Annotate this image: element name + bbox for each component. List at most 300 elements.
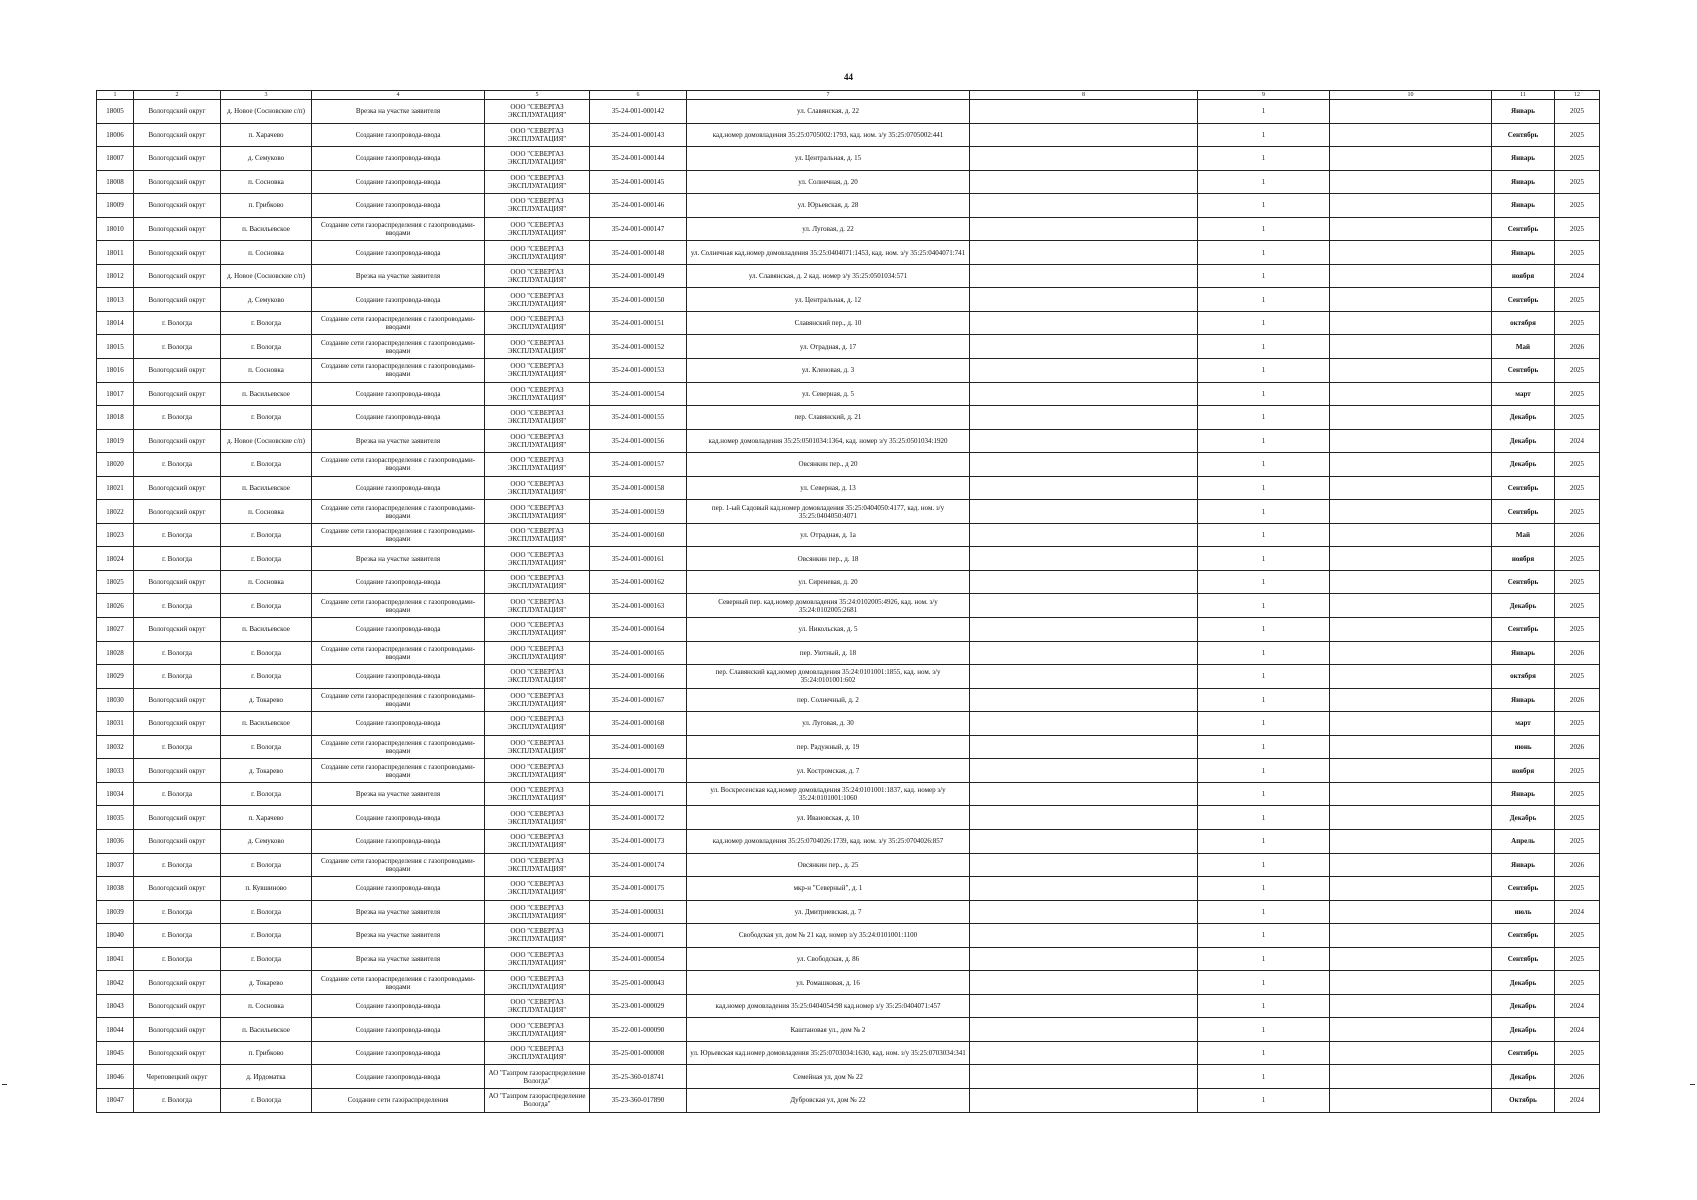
column-number-header — [97, 91, 1600, 100]
month-cell: июнь — [1492, 735, 1555, 759]
quantity-cell: 1 — [1198, 665, 1330, 689]
table-row — [97, 924, 1600, 948]
quantity-cell: 1 — [1198, 782, 1330, 806]
address-cell: Овсянкин пер., д. 25 — [687, 853, 970, 877]
scan-edge-mark-left — [2, 1084, 7, 1085]
table-row — [97, 994, 1600, 1018]
table-row — [97, 217, 1600, 241]
work-type-cell: Создание сети газораспределения с газопроводами-вводами — [312, 217, 485, 241]
table-row — [97, 900, 1600, 924]
district-cell: г. Вологда — [134, 947, 221, 971]
column-10-cell — [1330, 288, 1492, 312]
column-8-cell — [970, 335, 1198, 359]
settlement-cell: п. Васильевское — [221, 382, 312, 406]
quantity-cell: 1 — [1198, 170, 1330, 194]
application-code-cell: 35-24-001-000155 — [590, 406, 687, 430]
settlement-cell: д. Токарево — [221, 759, 312, 783]
settlement-cell: г. Вологда — [221, 335, 312, 359]
quantity-cell: 1 — [1198, 712, 1330, 736]
column-8-cell — [970, 994, 1198, 1018]
column-10-cell — [1330, 994, 1492, 1018]
address-cell: Северный пер. кад.номер домовладения 35:24:0102005:4926, кад. ном. з/у 35:24:0102005:2681 — [687, 594, 970, 618]
work-type-cell: Создание газопровода-ввода — [312, 994, 485, 1018]
district-cell: Вологодский округ — [134, 618, 221, 642]
quantity-cell: 1 — [1198, 311, 1330, 335]
row-number-cell: 18019 — [97, 429, 134, 453]
column-8-cell — [970, 735, 1198, 759]
row-number-cell: 18013 — [97, 288, 134, 312]
table-row — [97, 406, 1600, 430]
settlement-cell: г. Вологда — [221, 900, 312, 924]
column-10-cell — [1330, 500, 1492, 524]
row-number-cell: 18011 — [97, 241, 134, 265]
row-number-cell: 18017 — [97, 382, 134, 406]
column-8-cell — [970, 570, 1198, 594]
work-type-cell: Создание газопровода-ввода — [312, 147, 485, 171]
address-cell: пер. Славянский кад.номер домовладения 35:24:0101001:1855, кад. ном. з/у 35:24:0101001:602 — [687, 665, 970, 689]
district-cell: Вологодский округ — [134, 1041, 221, 1065]
month-cell: Декабрь — [1492, 806, 1555, 830]
work-type-cell: Создание сети газораспределения с газопроводами-вводами — [312, 523, 485, 547]
month-cell: Сентябрь — [1492, 288, 1555, 312]
application-code-cell: 35-24-001-000152 — [590, 335, 687, 359]
work-type-cell: Создание сети газораспределения с газопроводами-вводами — [312, 311, 485, 335]
application-code-cell: 35-24-001-000170 — [590, 759, 687, 783]
table-row — [97, 712, 1600, 736]
row-number-cell: 18045 — [97, 1041, 134, 1065]
column-10-cell — [1330, 806, 1492, 830]
column-8-cell — [970, 712, 1198, 736]
address-cell: ул. Северная, д. 5 — [687, 382, 970, 406]
column-8-cell — [970, 806, 1198, 830]
district-cell: Вологодский округ — [134, 217, 221, 241]
table-row — [97, 594, 1600, 618]
quantity-cell: 1 — [1198, 877, 1330, 901]
settlement-cell: г. Вологда — [221, 782, 312, 806]
work-type-cell: Врезка на участке заявителя — [312, 100, 485, 124]
table-row — [97, 335, 1600, 359]
row-number-cell: 18044 — [97, 1018, 134, 1042]
operator-cell: ООО "СЕВЕРГАЗ ЭКСПЛУАТАЦИЯ" — [485, 288, 590, 312]
application-code-cell: 35-24-001-000156 — [590, 429, 687, 453]
year-cell: 2025 — [1555, 665, 1600, 689]
month-cell: ноября — [1492, 264, 1555, 288]
quantity-cell: 1 — [1198, 406, 1330, 430]
col-header: 9 — [1198, 91, 1330, 100]
settlement-cell: д. Токарево — [221, 971, 312, 995]
settlement-cell: п. Васильевское — [221, 217, 312, 241]
address-cell: кад.номер домовладения 35:25:0705002:1793, кад. ном. з/у 35:25:0705002:441 — [687, 123, 970, 147]
quantity-cell: 1 — [1198, 641, 1330, 665]
month-cell: Сентябрь — [1492, 947, 1555, 971]
district-cell: Вологодский округ — [134, 971, 221, 995]
district-cell: Вологодский округ — [134, 288, 221, 312]
table-row — [97, 429, 1600, 453]
row-number-cell: 18026 — [97, 594, 134, 618]
district-cell: Вологодский округ — [134, 570, 221, 594]
row-number-cell: 18015 — [97, 335, 134, 359]
district-cell: г. Вологда — [134, 311, 221, 335]
work-type-cell: Создание газопровода-ввода — [312, 1018, 485, 1042]
month-cell: Январь — [1492, 688, 1555, 712]
settlement-cell: г. Вологда — [221, 311, 312, 335]
operator-cell: ООО "СЕВЕРГАЗ ЭКСПЛУАТАЦИЯ" — [485, 877, 590, 901]
operator-cell: ООО "СЕВЕРГАЗ ЭКСПЛУАТАЦИЯ" — [485, 1041, 590, 1065]
quantity-cell: 1 — [1198, 500, 1330, 524]
settlement-cell: г. Вологда — [221, 523, 312, 547]
work-type-cell: Создание газопровода-ввода — [312, 570, 485, 594]
quantity-cell: 1 — [1198, 570, 1330, 594]
settlement-cell: д. Токарево — [221, 688, 312, 712]
year-cell: 2025 — [1555, 288, 1600, 312]
settlement-cell: г. Вологда — [221, 453, 312, 477]
operator-cell: ООО "СЕВЕРГАЗ ЭКСПЛУАТАЦИЯ" — [485, 806, 590, 830]
year-cell: 2024 — [1555, 264, 1600, 288]
operator-cell: ООО "СЕВЕРГАЗ ЭКСПЛУАТАЦИЯ" — [485, 194, 590, 218]
settlement-cell: г. Вологда — [221, 735, 312, 759]
work-type-cell: Создание газопровода-ввода — [312, 1041, 485, 1065]
operator-cell: АО "Газпром газораспределение Вологда" — [485, 1065, 590, 1089]
work-type-cell: Создание сети газораспределения — [312, 1088, 485, 1112]
column-10-cell — [1330, 971, 1492, 995]
column-10-cell — [1330, 123, 1492, 147]
work-type-cell: Создание газопровода-ввода — [312, 618, 485, 642]
month-cell: Январь — [1492, 147, 1555, 171]
work-type-cell: Создание газопровода-ввода — [312, 123, 485, 147]
row-number-cell: 18005 — [97, 100, 134, 124]
address-cell: ул. Луговая, д. 30 — [687, 712, 970, 736]
column-8-cell — [970, 547, 1198, 571]
district-cell: г. Вологда — [134, 782, 221, 806]
work-type-cell: Создание сети газораспределения с газопроводами-вводами — [312, 971, 485, 995]
application-code-cell: 35-24-001-000167 — [590, 688, 687, 712]
work-type-cell: Врезка на участке заявителя — [312, 900, 485, 924]
quantity-cell: 1 — [1198, 594, 1330, 618]
quantity-cell: 1 — [1198, 476, 1330, 500]
application-code-cell: 35-23-360-017890 — [590, 1088, 687, 1112]
row-number-cell: 18033 — [97, 759, 134, 783]
year-cell: 2025 — [1555, 500, 1600, 524]
month-cell: ноября — [1492, 547, 1555, 571]
operator-cell: ООО "СЕВЕРГАЗ ЭКСПЛУАТАЦИЯ" — [485, 594, 590, 618]
application-code-cell: 35-24-001-000174 — [590, 853, 687, 877]
month-cell: июль — [1492, 900, 1555, 924]
address-cell: ул. Никольская, д. 5 — [687, 618, 970, 642]
year-cell: 2024 — [1555, 1018, 1600, 1042]
operator-cell: ООО "СЕВЕРГАЗ ЭКСПЛУАТАЦИЯ" — [485, 971, 590, 995]
operator-cell: ООО "СЕВЕРГАЗ ЭКСПЛУАТАЦИЯ" — [485, 406, 590, 430]
column-8-cell — [970, 194, 1198, 218]
year-cell: 2026 — [1555, 335, 1600, 359]
district-cell: Вологодский округ — [134, 264, 221, 288]
column-8-cell — [970, 241, 1198, 265]
work-type-cell: Создание газопровода-ввода — [312, 665, 485, 689]
address-cell: кад.номер домовладения 35:25:0404054:98 кад.номер з/у 35:25:0404071:457 — [687, 994, 970, 1018]
application-code-cell: 35-24-001-000031 — [590, 900, 687, 924]
district-cell: Вологодский округ — [134, 147, 221, 171]
settlement-cell: г. Вологда — [221, 924, 312, 948]
gas-connection-register-table — [96, 90, 1600, 1113]
year-cell: 2025 — [1555, 971, 1600, 995]
month-cell: Декабрь — [1492, 971, 1555, 995]
row-number-cell: 18046 — [97, 1065, 134, 1089]
row-number-cell: 18047 — [97, 1088, 134, 1112]
district-cell: Вологодский округ — [134, 123, 221, 147]
year-cell: 2024 — [1555, 1088, 1600, 1112]
address-cell: пер. Уютный, д. 18 — [687, 641, 970, 665]
district-cell: Вологодский округ — [134, 994, 221, 1018]
column-8-cell — [970, 853, 1198, 877]
work-type-cell: Создание сети газораспределения с газопроводами-вводами — [312, 735, 485, 759]
month-cell: Декабрь — [1492, 406, 1555, 430]
column-10-cell — [1330, 359, 1492, 383]
row-number-cell: 18020 — [97, 453, 134, 477]
settlement-cell: д. Ирдоматка — [221, 1065, 312, 1089]
column-10-cell — [1330, 1088, 1492, 1112]
address-cell: кад.номер домовладения 35:25:0704026:1739, кад. ном. з/у 35:25:0704026:857 — [687, 829, 970, 853]
table-row — [97, 1018, 1600, 1042]
work-type-cell: Создание сети газораспределения с газопроводами-вводами — [312, 500, 485, 524]
month-cell: Декабрь — [1492, 1018, 1555, 1042]
year-cell: 2026 — [1555, 1065, 1600, 1089]
column-10-cell — [1330, 688, 1492, 712]
table-row — [97, 523, 1600, 547]
year-cell: 2024 — [1555, 994, 1600, 1018]
work-type-cell: Создание газопровода-ввода — [312, 806, 485, 830]
col-header: 7 — [687, 91, 970, 100]
row-number-cell: 18031 — [97, 712, 134, 736]
column-8-cell — [970, 829, 1198, 853]
application-code-cell: 35-24-001-000159 — [590, 500, 687, 524]
year-cell: 2025 — [1555, 217, 1600, 241]
table-row — [97, 759, 1600, 783]
year-cell: 2025 — [1555, 782, 1600, 806]
column-8-cell — [970, 359, 1198, 383]
column-8-cell — [970, 782, 1198, 806]
application-code-cell: 35-25-360-018741 — [590, 1065, 687, 1089]
year-cell: 2025 — [1555, 406, 1600, 430]
column-10-cell — [1330, 382, 1492, 406]
year-cell: 2025 — [1555, 359, 1600, 383]
district-cell: Вологодский округ — [134, 194, 221, 218]
table-row — [97, 194, 1600, 218]
row-number-cell: 18030 — [97, 688, 134, 712]
month-cell: Январь — [1492, 241, 1555, 265]
column-10-cell — [1330, 547, 1492, 571]
work-type-cell: Создание газопровода-ввода — [312, 877, 485, 901]
work-type-cell: Создание сети газораспределения с газопроводами-вводами — [312, 453, 485, 477]
year-cell: 2025 — [1555, 100, 1600, 124]
settlement-cell: п. Васильевское — [221, 476, 312, 500]
quantity-cell: 1 — [1198, 194, 1330, 218]
address-cell: Каштановая ул., дом № 2 — [687, 1018, 970, 1042]
application-code-cell: 35-24-001-000157 — [590, 453, 687, 477]
month-cell: Сентябрь — [1492, 1041, 1555, 1065]
column-10-cell — [1330, 100, 1492, 124]
table-row — [97, 147, 1600, 171]
year-cell: 2025 — [1555, 147, 1600, 171]
operator-cell: ООО "СЕВЕРГАЗ ЭКСПЛУАТАЦИЯ" — [485, 264, 590, 288]
quantity-cell: 1 — [1198, 382, 1330, 406]
table-row — [97, 453, 1600, 477]
month-cell: Январь — [1492, 194, 1555, 218]
work-type-cell: Создание газопровода-ввода — [312, 712, 485, 736]
year-cell: 2025 — [1555, 123, 1600, 147]
work-type-cell: Создание сети газораспределения с газопроводами-вводами — [312, 641, 485, 665]
settlement-cell: п. Сосновка — [221, 500, 312, 524]
year-cell: 2026 — [1555, 641, 1600, 665]
district-cell: г. Вологда — [134, 453, 221, 477]
column-8-cell — [970, 900, 1198, 924]
row-number-cell: 18040 — [97, 924, 134, 948]
col-header: 6 — [590, 91, 687, 100]
work-type-cell: Создание сети газораспределения с газопроводами-вводами — [312, 853, 485, 877]
district-cell: г. Вологда — [134, 735, 221, 759]
column-10-cell — [1330, 523, 1492, 547]
work-type-cell: Врезка на участке заявителя — [312, 264, 485, 288]
district-cell: Вологодский округ — [134, 759, 221, 783]
column-8-cell — [970, 1088, 1198, 1112]
address-cell: пер. 1-ый Садовый кад.номер домовладения 35:25:0404050:4177, кад. ном. з/у 35:25:0404050:4071 — [687, 500, 970, 524]
operator-cell: АО "Газпром газораспределение Вологда" — [485, 1088, 590, 1112]
quantity-cell: 1 — [1198, 924, 1330, 948]
table-row — [97, 782, 1600, 806]
district-cell: Вологодский округ — [134, 170, 221, 194]
column-8-cell — [970, 100, 1198, 124]
work-type-cell: Создание газопровода-ввода — [312, 241, 485, 265]
column-10-cell — [1330, 453, 1492, 477]
application-code-cell: 35-24-001-000142 — [590, 100, 687, 124]
column-10-cell — [1330, 735, 1492, 759]
column-8-cell — [970, 924, 1198, 948]
quantity-cell: 1 — [1198, 735, 1330, 759]
column-8-cell — [970, 453, 1198, 477]
address-cell: ул. Славянская, д. 22 — [687, 100, 970, 124]
row-number-cell: 18032 — [97, 735, 134, 759]
year-cell: 2025 — [1555, 712, 1600, 736]
month-cell: Декабрь — [1492, 594, 1555, 618]
column-10-cell — [1330, 1018, 1492, 1042]
year-cell: 2025 — [1555, 829, 1600, 853]
col-header: 1 — [97, 91, 134, 100]
month-cell: Сентябрь — [1492, 359, 1555, 383]
work-type-cell: Создание сети газораспределения с газопроводами-вводами — [312, 335, 485, 359]
year-cell: 2025 — [1555, 759, 1600, 783]
district-cell: г. Вологда — [134, 406, 221, 430]
year-cell: 2026 — [1555, 735, 1600, 759]
settlement-cell: д. Новое (Сосновские с/п) — [221, 264, 312, 288]
column-8-cell — [970, 217, 1198, 241]
column-8-cell — [970, 618, 1198, 642]
row-number-cell: 18021 — [97, 476, 134, 500]
application-code-cell: 35-24-001-000146 — [590, 194, 687, 218]
address-cell: ул. Свободская, д. 86 — [687, 947, 970, 971]
address-cell: ул. Дмитриевская, д. 7 — [687, 900, 970, 924]
column-8-cell — [970, 971, 1198, 995]
table-row — [97, 288, 1600, 312]
column-8-cell — [970, 665, 1198, 689]
quantity-cell: 1 — [1198, 1088, 1330, 1112]
operator-cell: ООО "СЕВЕРГАЗ ЭКСПЛУАТАЦИЯ" — [485, 947, 590, 971]
operator-cell: ООО "СЕВЕРГАЗ ЭКСПЛУАТАЦИЯ" — [485, 335, 590, 359]
month-cell: Январь — [1492, 782, 1555, 806]
address-cell: пер. Славянский, д. 21 — [687, 406, 970, 430]
table-row — [97, 264, 1600, 288]
address-cell: ул. Солнечная кад.номер домовладения 35:25:0404071:1453, кад. ном. з/у 35:25:0404071:741 — [687, 241, 970, 265]
application-code-cell: 35-24-001-000143 — [590, 123, 687, 147]
settlement-cell: п. Харачево — [221, 806, 312, 830]
month-cell: Январь — [1492, 100, 1555, 124]
column-10-cell — [1330, 900, 1492, 924]
address-cell: ул. Костромская, д. 7 — [687, 759, 970, 783]
column-8-cell — [970, 688, 1198, 712]
quantity-cell: 1 — [1198, 523, 1330, 547]
quantity-cell: 1 — [1198, 100, 1330, 124]
col-header: 8 — [970, 91, 1198, 100]
month-cell: ноября — [1492, 759, 1555, 783]
year-cell: 2025 — [1555, 382, 1600, 406]
application-code-cell: 35-24-001-000151 — [590, 311, 687, 335]
settlement-cell: п. Сосновка — [221, 359, 312, 383]
application-code-cell: 35-24-001-000162 — [590, 570, 687, 594]
quantity-cell: 1 — [1198, 217, 1330, 241]
district-cell: Вологодский округ — [134, 877, 221, 901]
address-cell: ул. Северная, д. 13 — [687, 476, 970, 500]
year-cell: 2026 — [1555, 688, 1600, 712]
operator-cell: ООО "СЕВЕРГАЗ ЭКСПЛУАТАЦИЯ" — [485, 453, 590, 477]
month-cell: Сентябрь — [1492, 924, 1555, 948]
application-code-cell: 35-24-001-000172 — [590, 806, 687, 830]
quantity-cell: 1 — [1198, 1018, 1330, 1042]
district-cell: Вологодский округ — [134, 829, 221, 853]
page-number: 44 — [844, 72, 853, 82]
month-cell: Декабрь — [1492, 994, 1555, 1018]
work-type-cell: Врезка на участке заявителя — [312, 782, 485, 806]
year-cell: 2026 — [1555, 523, 1600, 547]
column-8-cell — [970, 947, 1198, 971]
column-10-cell — [1330, 853, 1492, 877]
address-cell: ул. Сиреневая, д. 20 — [687, 570, 970, 594]
address-cell: Семейная ул, дом № 22 — [687, 1065, 970, 1089]
month-cell: Сентябрь — [1492, 123, 1555, 147]
operator-cell: ООО "СЕВЕРГАЗ ЭКСПЛУАТАЦИЯ" — [485, 217, 590, 241]
col-header: 4 — [312, 91, 485, 100]
quantity-cell: 1 — [1198, 429, 1330, 453]
col-header: 12 — [1555, 91, 1600, 100]
table-row — [97, 311, 1600, 335]
application-code-cell: 35-24-001-000169 — [590, 735, 687, 759]
month-cell: октября — [1492, 665, 1555, 689]
quantity-cell: 1 — [1198, 335, 1330, 359]
row-number-cell: 18043 — [97, 994, 134, 1018]
column-8-cell — [970, 641, 1198, 665]
address-cell: кад.номер домовладения 35:25:0501034:1364, кад. номер з/у 35:25:0501034:1920 — [687, 429, 970, 453]
district-cell: Вологодский округ — [134, 500, 221, 524]
district-cell: г. Вологда — [134, 523, 221, 547]
table-row — [97, 547, 1600, 571]
row-number-cell: 18023 — [97, 523, 134, 547]
table-row — [97, 829, 1600, 853]
row-number-cell: 18018 — [97, 406, 134, 430]
row-number-cell: 18009 — [97, 194, 134, 218]
quantity-cell: 1 — [1198, 829, 1330, 853]
operator-cell: ООО "СЕВЕРГАЗ ЭКСПЛУАТАЦИЯ" — [485, 712, 590, 736]
operator-cell: ООО "СЕВЕРГАЗ ЭКСПЛУАТАЦИЯ" — [485, 123, 590, 147]
operator-cell: ООО "СЕВЕРГАЗ ЭКСПЛУАТАЦИЯ" — [485, 170, 590, 194]
year-cell: 2025 — [1555, 1041, 1600, 1065]
quantity-cell: 1 — [1198, 453, 1330, 477]
application-code-cell: 35-24-001-000160 — [590, 523, 687, 547]
